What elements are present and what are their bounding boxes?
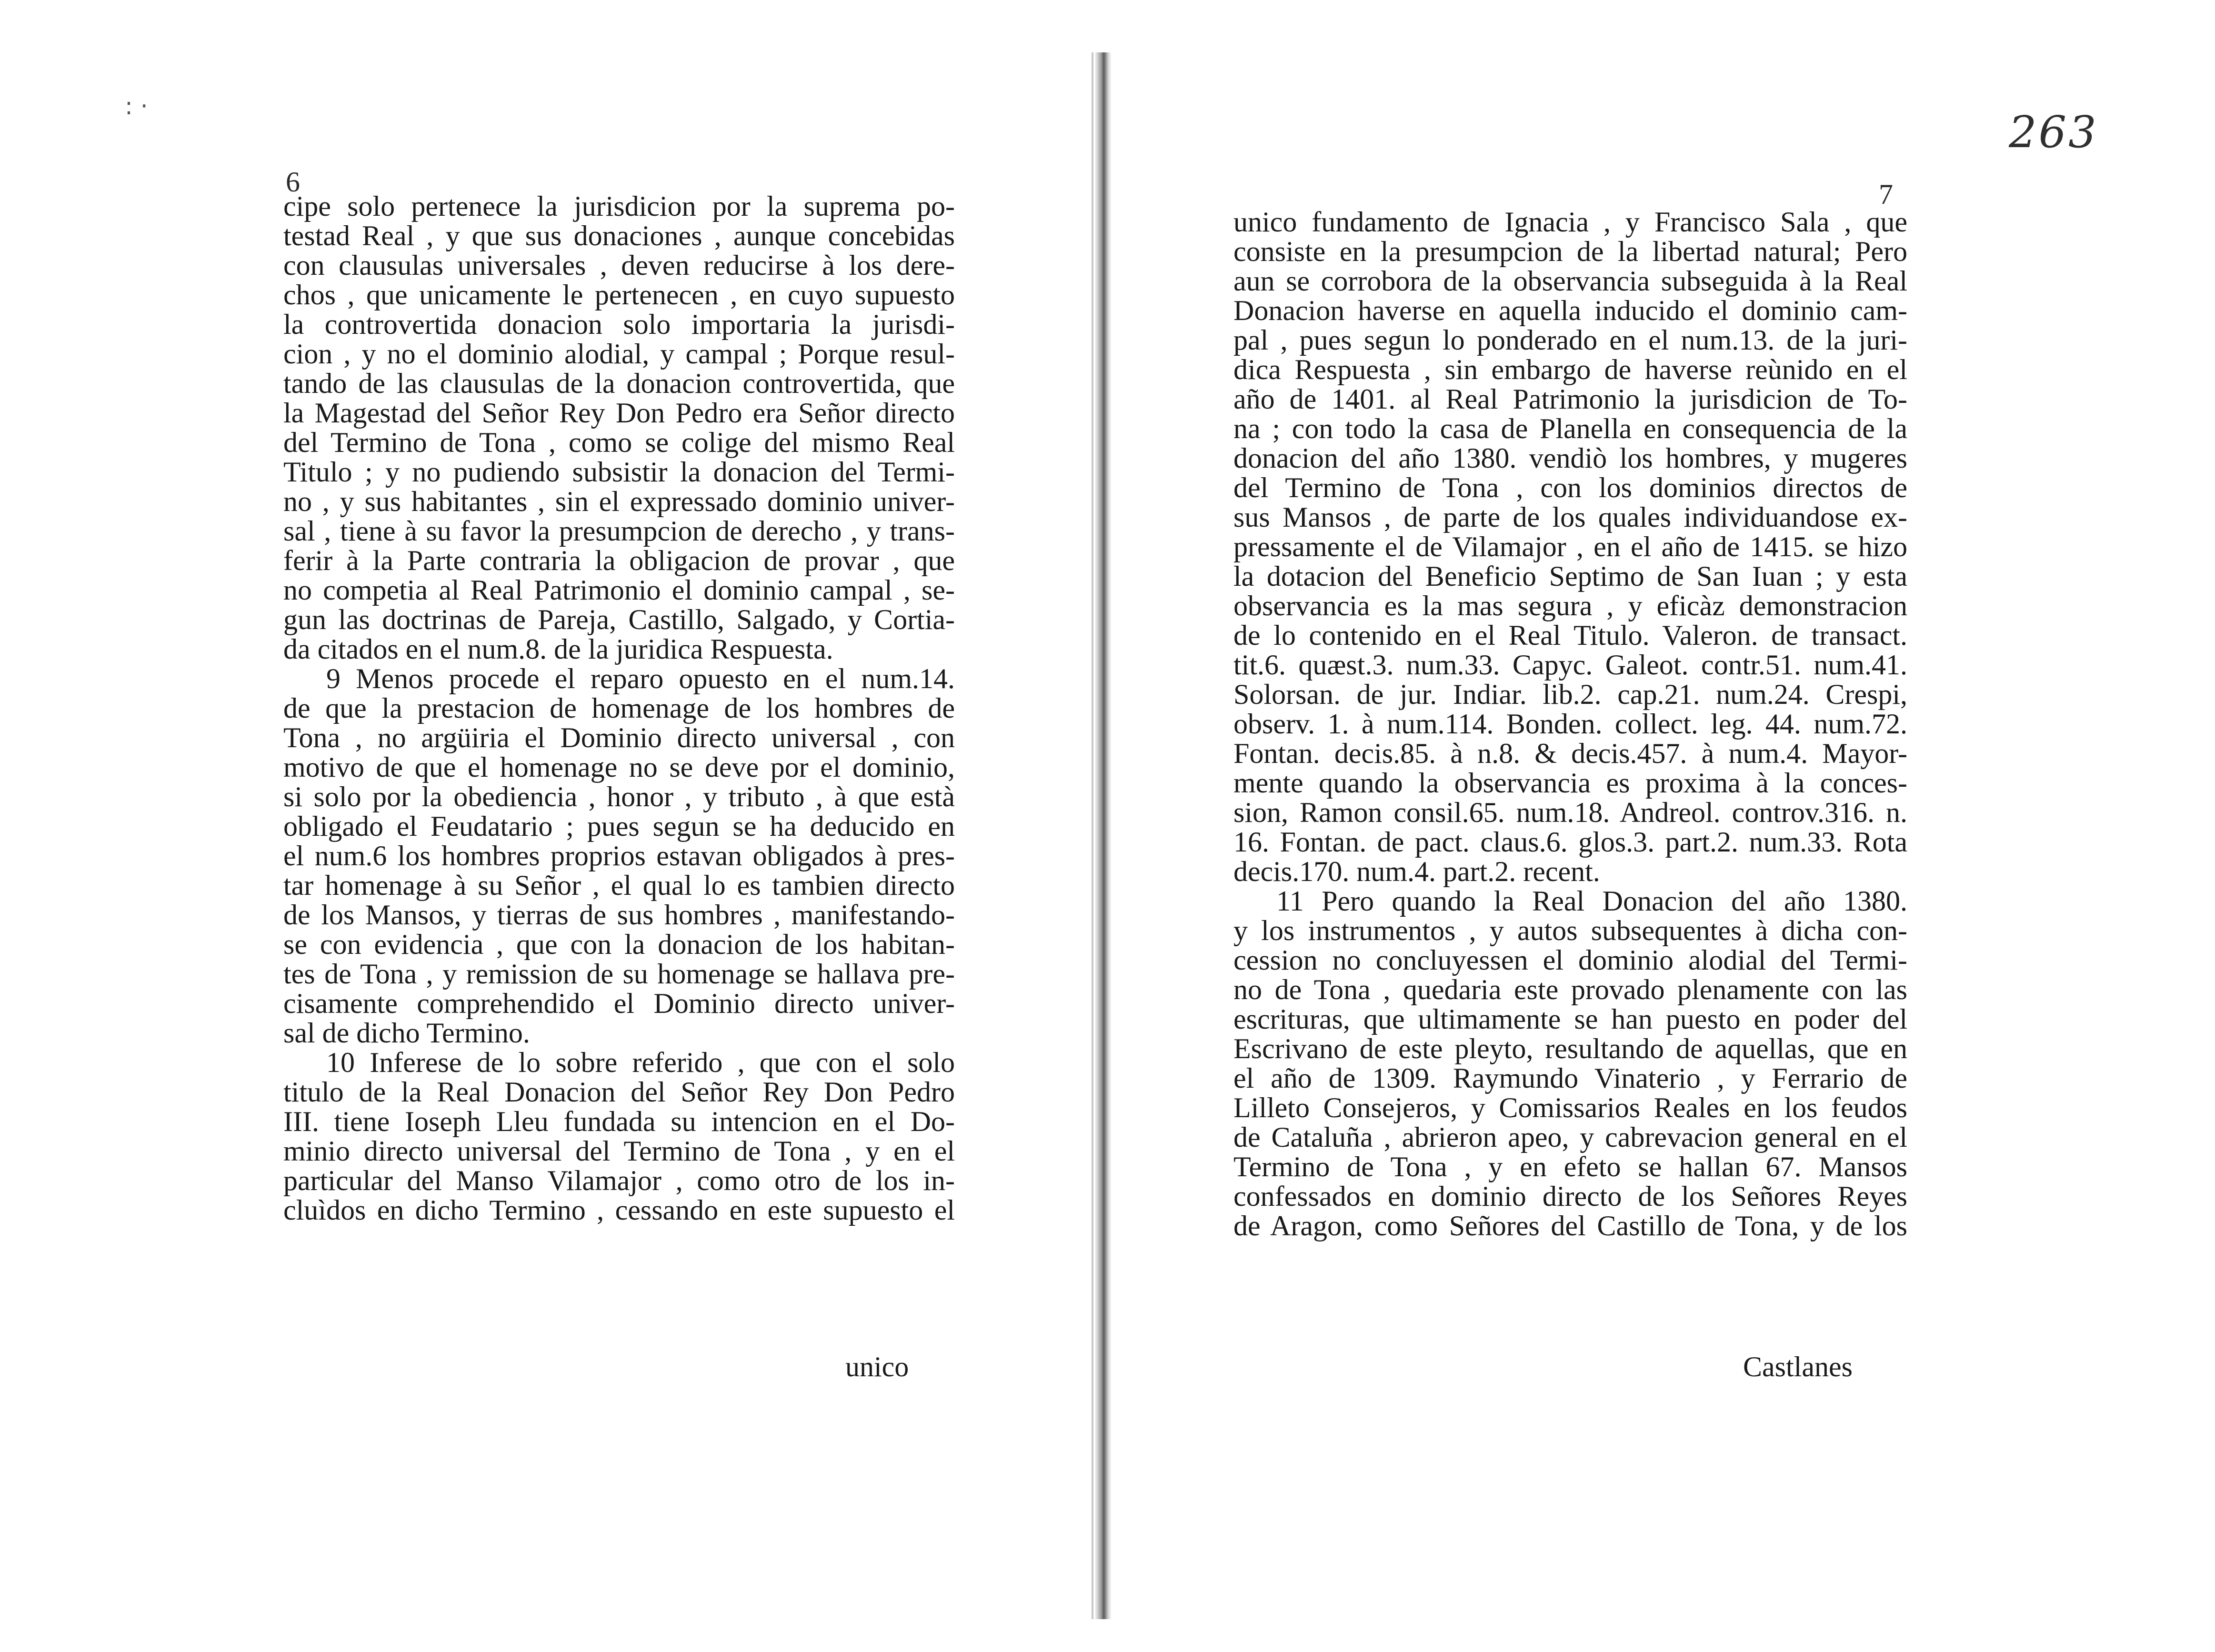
text-line: cluìdos en dicho Termino , cessando en este supuesto el xyxy=(283,1194,955,1226)
text-line: Termino de Tona , y en efeto se hallan 67. Mansos xyxy=(1233,1151,1907,1182)
text-line: se con evidencia , que con la donacion de los habitan- xyxy=(283,929,955,960)
text-line: III. tiene Ioseph Lleu fundada su intencion en el Do- xyxy=(283,1106,955,1137)
text-line: sal , tiene à su favor la presumpcion de derecho , y trans- xyxy=(283,515,955,547)
text-line: año de 1401. al Real Patrimonio la jurisdicion de To- xyxy=(1233,383,1907,415)
text-line: confessados en dominio directo de los Señores Reyes xyxy=(1233,1181,1907,1212)
text-line: pal , pues segun lo ponderado en el num.13. de la juri- xyxy=(1233,324,1907,356)
text-line: testad Real , y que sus donaciones , aunque concebidas xyxy=(283,220,955,251)
text-line: Escrivano de este pleyto, resultando de aquellas, que en xyxy=(1233,1033,1907,1064)
text-line: titulo de la Real Donacion del Señor Rey Don Pedro xyxy=(283,1076,955,1108)
text-line: Fontan. decis.85. à n.8. & decis.457. à num.4. Mayor- xyxy=(1233,738,1907,769)
text-line: de Aragon, como Señores del Castillo de Tona, y de los xyxy=(1233,1210,1907,1242)
left-page-number: 6 xyxy=(286,166,300,198)
text-line: Solorsan. de jur. Indiar. lib.2. cap.21. num.24. Crespi, xyxy=(1233,679,1907,710)
text-line: tando de las clausulas de la donacion controvertida, que xyxy=(283,368,955,399)
text-line: aun se corrobora de la observancia subseguida à la Real xyxy=(1233,265,1907,297)
text-line: cipe solo pertenece la jurisdicion por la suprema po- xyxy=(283,190,955,222)
text-line: no competia al Real Patrimonio el dominio campal , se- xyxy=(283,574,955,606)
corner-marks: : · xyxy=(125,92,148,120)
text-line: consiste en la presumpcion de la libertad natural; Pero xyxy=(1233,236,1907,267)
paragraph-10-start: 10 Inferese de lo sobre referido , que con el solo xyxy=(326,1047,955,1078)
text-line: unico fundamento de Ignacia , y Francisco Sala , que xyxy=(1233,206,1907,238)
text-line: pressamente el de Vilamajor , en el año de 1415. se hizo xyxy=(1233,531,1907,562)
text-line: particular del Manso Vilamajor , como otro de los in- xyxy=(283,1165,955,1196)
text-line: del Termino de Tona , como se colige del mismo Real xyxy=(283,427,955,458)
text-line: no , y sus habitantes , sin el expressado dominio univer- xyxy=(283,486,955,517)
text-line: sal de dicho Termino. xyxy=(283,1017,530,1049)
text-line: na ; con todo la casa de Planella en consequencia de la xyxy=(1233,413,1907,444)
text-line: Donacion haverse en aquella inducido el dominio cam- xyxy=(1233,295,1907,326)
text-line: 16. Fontan. de pact. claus.6. glos.3. part.2. num.33. Rota xyxy=(1233,826,1907,858)
left-text-column xyxy=(283,191,955,1225)
left-catchword: unico xyxy=(845,1351,909,1382)
text-line: ferir à la Parte contraria la obligacion de provar , que xyxy=(283,545,955,576)
text-line: tes de Tona , y remission de su homenage se hallava pre- xyxy=(283,958,955,990)
text-line: Lilleto Consejeros, y Comissarios Reales en los feudos xyxy=(1233,1092,1907,1123)
text-line: sus Mansos , de parte de los quales individuandose ex- xyxy=(1233,501,1907,533)
text-line: donacion del año 1380. vendiò los hombres, y mugeres xyxy=(1233,442,1907,474)
text-line: la dotacion del Beneficio Septimo de San Iuan ; y esta xyxy=(1233,561,1907,592)
text-line: dica Respuesta , sin embargo de haverse reùnido en el xyxy=(1233,354,1907,385)
text-line: cisamente comprehendido el Dominio directo univer- xyxy=(283,988,955,1019)
text-line: el num.6 los hombres proprios estavan obligados à pres- xyxy=(283,840,955,871)
text-line: gun las doctrinas de Pareja, Castillo, Salgado, y Cortia- xyxy=(283,604,955,635)
paragraph-9-start: 9 Menos procede el reparo opuesto en el num.14. xyxy=(326,663,955,694)
text-line: chos , que unicamente le pertenecen , en cuyo supuesto xyxy=(283,279,955,310)
text-line: cion , y no el dominio alodial, y campal ; Porque resul- xyxy=(283,338,955,370)
text-line: de los Mansos, y tierras de sus hombres , manifestando- xyxy=(283,899,955,931)
page-edge-divider xyxy=(1092,52,1093,1619)
text-line: Tona , no argüiria el Dominio directo universal , con xyxy=(283,722,955,753)
book-gutter xyxy=(1094,52,1112,1619)
text-line: tar homenage à su Señor , el qual lo es tambien directo xyxy=(283,870,955,901)
text-line: si solo por la obediencia , honor , y tributo , à que està xyxy=(283,781,955,812)
text-line: observ. 1. à num.114. Bonden. collect. leg. 44. num.72. xyxy=(1233,708,1907,740)
text-line: tit.6. quæst.3. num.33. Capyc. Galeot. contr.51. num.41. xyxy=(1233,649,1907,681)
paragraph-11-start: 11 Pero quando la Real Donacion del año 1380. xyxy=(1276,885,1907,917)
right-catchword: Castlanes xyxy=(1743,1351,1853,1382)
text-line: observancia es la mas segura , y eficàz demonstracion xyxy=(1233,590,1907,621)
text-line: de lo contenido en el Real Titulo. Valeron. de transact. xyxy=(1233,620,1907,651)
text-line: obligado el Feudatario ; pues segun se ha deducido en xyxy=(283,811,955,842)
text-line: cession no concluyessen el dominio alodial del Termi- xyxy=(1233,944,1907,976)
text-line: mente quando la observancia es proxima à la conces- xyxy=(1233,767,1907,799)
text-line: Titulo ; y no pudiendo subsistir la donacion del Termi- xyxy=(283,456,955,488)
text-line: motivo de que el homenage no se deve por el dominio, xyxy=(283,751,955,783)
text-line: sion, Ramon consil.65. num.18. Andreol. controv.316. n. xyxy=(1233,797,1907,828)
text-line: no de Tona , quedaria este provado plenamente con las xyxy=(1233,974,1907,1005)
text-line: la Magestad del Señor Rey Don Pedro era Señor directo xyxy=(283,397,955,429)
text-line: y los instrumentos , y autos subsequentes à dicha con- xyxy=(1233,915,1907,946)
text-line: el año de 1309. Raymundo Vinaterio , y Ferrario de xyxy=(1233,1062,1907,1094)
text-line: de Cataluña , abrieron apeo, y cabrevacion general en el xyxy=(1233,1121,1907,1153)
text-line: da citados en el num.8. de la juridica Respuesta. xyxy=(283,633,833,665)
text-line: la controvertida donacion solo importaria la jurisdi- xyxy=(283,309,955,340)
text-line: de que la prestacion de homenage de los hombres de xyxy=(283,692,955,724)
right-page-number: 7 xyxy=(1879,179,1893,210)
text-line: con clausulas universales , deven reducirse à los dere- xyxy=(283,250,955,281)
text-line: decis.170. num.4. part.2. recent. xyxy=(1233,856,1600,887)
right-text-column xyxy=(1233,207,1907,1241)
text-line: minio directo universal del Termino de Tona , y en el xyxy=(283,1135,955,1167)
text-line: del Termino de Tona , con los dominios directos de xyxy=(1233,472,1907,503)
text-line: escrituras, que ultimamente se han puesto en poder del xyxy=(1233,1003,1907,1035)
handwritten-folio-number: 263 xyxy=(2009,107,2098,158)
